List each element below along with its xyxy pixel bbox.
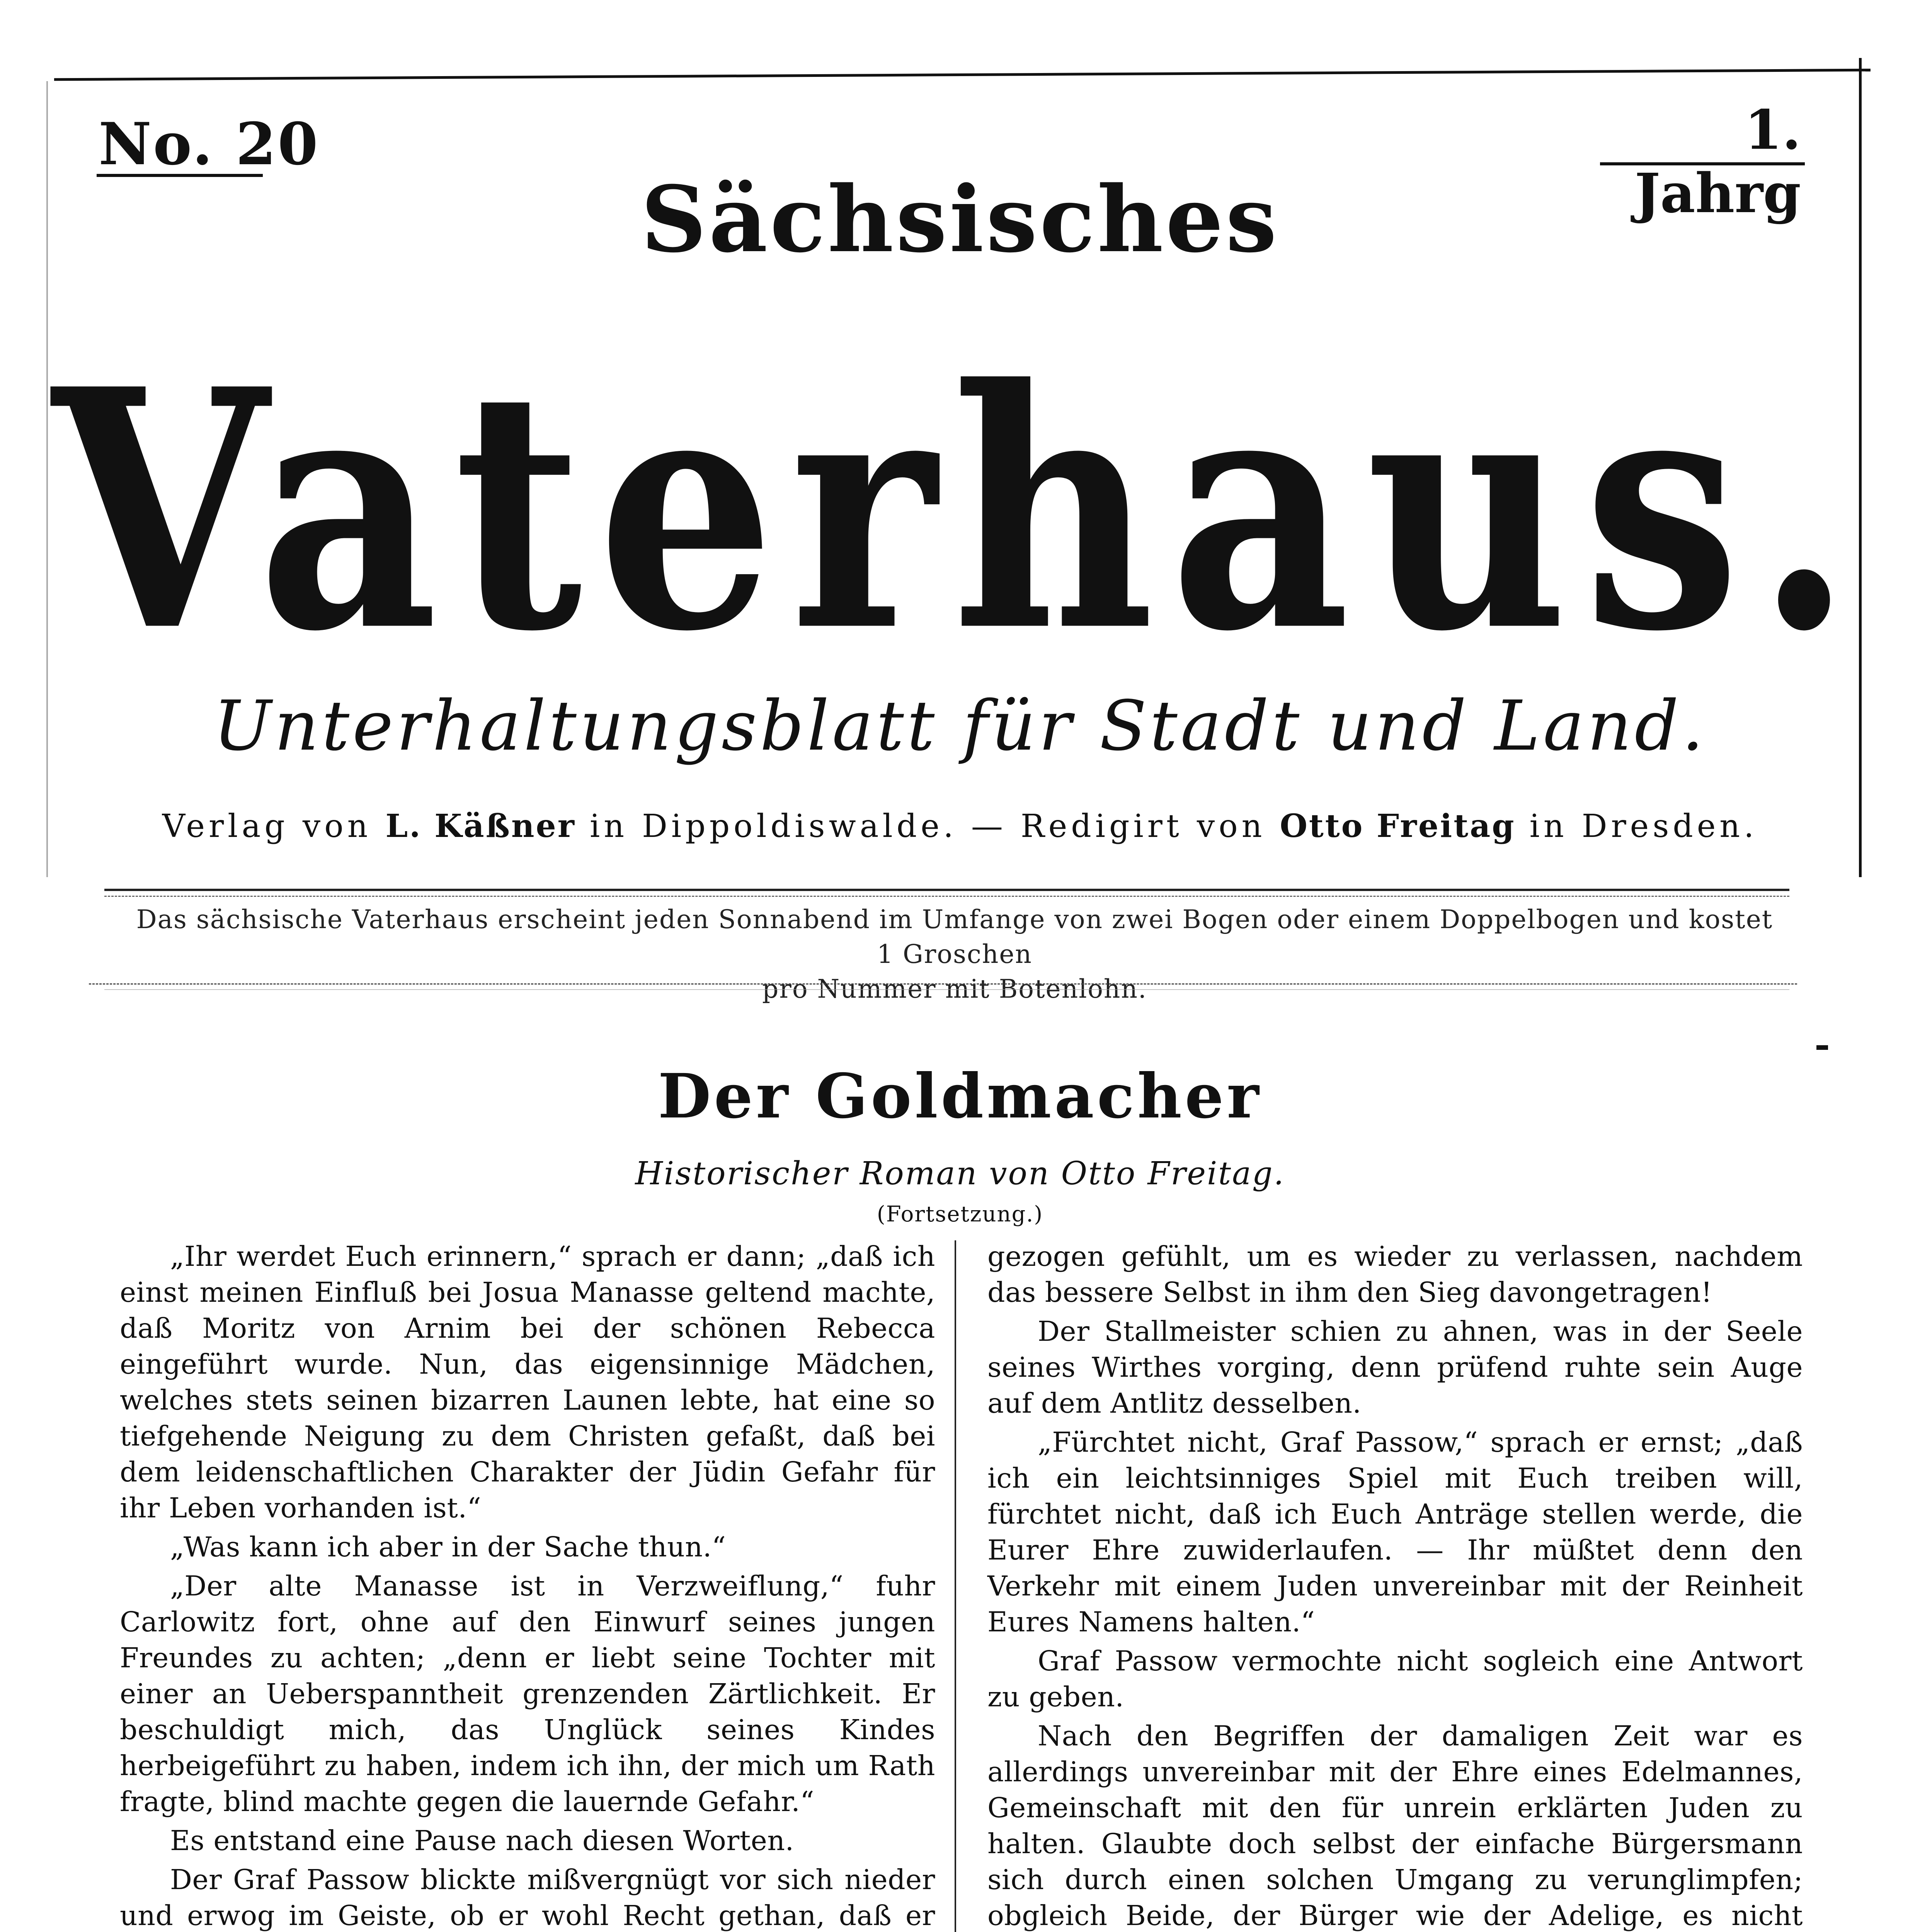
masthead-subtitle: Unterhaltungsblatt für Stadt und Land. xyxy=(213,686,1707,766)
article-subtitle: Historischer Roman von Otto Freitag. xyxy=(635,1155,1285,1192)
paragraph: Der Graf Passow blickte mißvergnügt vor sich nieder und erwog im Geiste, ob er wohl Recht gethan, daß er xyxy=(120,1864,935,1932)
paragraph: Graf Passow vermochte nicht sogleich eine Antwort zu geben. xyxy=(987,1645,1803,1713)
volume-year-underline xyxy=(1600,162,1805,165)
paragraph: „Der alte Manasse ist in Verzweiflung,“ fuhr Carlowitz fort, ohne auf den Einwurf seines jungen Freundes zu achten; „denn er liebt seine Tochter mit einer an Ueberspanntheit grenzenden Zärtlichkeit. Er beschuldigt mich, das Unglück seines Kindes herbeigeführt zu haben, indem ich ihn, der mich um Rath fragte, blind machte gegen die lauernde Gefahr.“ xyxy=(120,1570,935,1818)
frame-top-rule xyxy=(54,69,1871,81)
paragraph: „Was kann ich aber in der Sache thun.“ xyxy=(170,1531,726,1563)
article-title: Der Goldmacher xyxy=(658,1061,1262,1132)
paragraph: gezogen gefühlt, um es wieder zu verlassen, nachdem das bessere Selbst in ihm den Sieg davongetragen! xyxy=(987,1240,1803,1308)
issue-number: No. 20 xyxy=(99,110,320,178)
publisher-line xyxy=(0,808,1920,845)
paragraph: Der Stallmeister schien zu ahnen, was in der Seele seines Wirthes vorging, denn prüfend ruhte sein Auge auf dem Antlitz desselben. xyxy=(987,1315,1803,1419)
publisher-suffix: in Dresden. xyxy=(1529,808,1758,845)
volume-year: 1. Jahrg xyxy=(1634,99,1801,225)
publisher-prefix: Verlag von xyxy=(162,808,372,845)
masthead-title-small: Sächsisches xyxy=(641,166,1279,273)
article-continuation: (Fortsetzung.) xyxy=(877,1202,1043,1227)
column-separator xyxy=(955,1240,956,1932)
notice-line-2: pro Nummer mit Botenlohn. xyxy=(762,974,1147,1004)
article-column-left xyxy=(120,1238,935,1932)
article-column-right xyxy=(987,1238,1803,1932)
publisher-name: L. Käßner xyxy=(385,808,576,845)
editor-name: Otto Freitag xyxy=(1280,808,1516,845)
masthead-title: Vaterhaus. xyxy=(52,317,1868,704)
paragraph: „Ihr werdet Euch erinnern,“ sprach er dann; „daß ich einst meinen Einfluß bei Josua Manasse geltend machte, daß Moritz von Arnim bei der schönen Rebecca eingeführt wurde. Nun, das eigensinnige Mädchen, welches stets seinen bizarren Launen lebte, hat eine so tiefgehende Neigung zu dem Christen gefaßt, daß bei dem leidenschaftlichen Charakter der Jüdin Gefahr für ihr Leben vorhanden ist.“ xyxy=(120,1240,935,1524)
notice-bottom-rule xyxy=(89,983,1797,985)
paragraph: Es entstand eine Pause nach diesen Worten. xyxy=(170,1825,794,1857)
notice-top-rule xyxy=(104,889,1789,891)
notice-top-rule-dashed xyxy=(104,896,1789,897)
paragraph: „Fürchtet nicht, Graf Passow,“ sprach er ernst; „daß ich ein leichtsinniges Spiel mit Euch treiben will, fürchtet nicht, daß ich Euch Anträge stellen werde, die Eurer Ehre zuwiderlaufen. — Ihr müßtet denn den Verkehr mit einem Juden unvereinbar mit der Reinheit Eures Namens halten.“ xyxy=(987,1426,1803,1638)
ink-speck xyxy=(1816,1045,1828,1050)
paragraph: Nach den Begriffen der damaligen Zeit war es allerdings unvereinbar mit der Ehre eines Edelmannes, Gemeinschaft mit den für unrein erklärten Juden zu halten. Glaubte doch selbst der einfache Bürgersmann sich durch einen solchen Umgang zu verunglimpfen; obgleich Beide, der Bürger wie der Adelige, es nicht xyxy=(987,1720,1803,1932)
publisher-mid: in Dippoldiswalde. — Redigirt von xyxy=(590,808,1266,845)
subscription-notice xyxy=(124,902,1786,1007)
notice-bottom-rule-faint xyxy=(104,989,1789,990)
notice-line-1: Das sächsische Vaterhaus erscheint jeden Sonnabend im Umfange von zwei Bogen oder einem Doppelbogen und kostet 1 Groschen xyxy=(136,905,1773,969)
